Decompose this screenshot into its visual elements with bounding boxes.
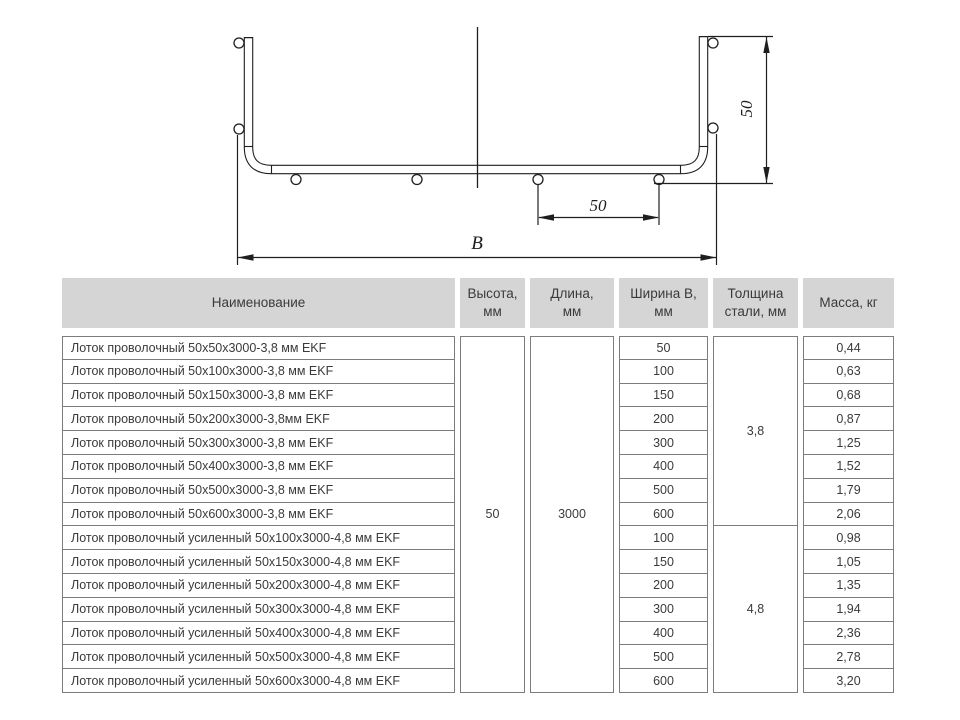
header-line: мм — [562, 304, 582, 319]
mass-cell: 0,44 — [803, 336, 894, 360]
header-line: стали, мм — [724, 304, 787, 319]
tray-profile — [244, 36, 708, 174]
header-line: Ширина В, — [630, 286, 697, 302]
pitch-dim-label: 50 — [589, 196, 607, 215]
mass-cell: 0,98 — [803, 526, 894, 550]
width-dim-label: B — [471, 233, 483, 254]
mass-cell: 1,79 — [803, 479, 894, 503]
header-line: Длина, — [550, 286, 594, 302]
product-name-cell: Лоток проволочный 50х300х3000-3,8 мм EKF — [62, 431, 455, 455]
product-name-cell: Лоток проволочный усиленный 50х300х3000-4,8 мм EKF — [62, 598, 455, 622]
arrowhead-right — [643, 214, 659, 220]
wire-cross-sections — [234, 38, 718, 185]
mass-cell: 2,06 — [803, 503, 894, 527]
product-name-cell: Лоток проволочный 50х50х3000-3,8 мм EKF — [62, 336, 455, 360]
thickness-merged-cell-38: 3,8 — [713, 336, 798, 526]
wire-circle-left-bottom — [234, 124, 244, 134]
mass-cell: 1,94 — [803, 598, 894, 622]
mass-cell: 1,35 — [803, 574, 894, 598]
wire-tray-drawing — [0, 0, 960, 272]
mass-cell: 2,36 — [803, 622, 894, 646]
mass-cell: 1,52 — [803, 455, 894, 479]
header-line: Масса, кг — [819, 295, 878, 311]
header-line: мм — [483, 304, 502, 319]
product-name-cell: Лоток проволочный 50х400х3000-3,8 мм EKF — [62, 455, 455, 479]
header-line: мм — [654, 304, 673, 319]
width-cell: 100 — [619, 526, 708, 550]
width-cell: 300 — [619, 431, 708, 455]
wire-circle-base-2 — [412, 175, 422, 185]
spec-table — [62, 278, 894, 693]
wire-circle-base-3 — [533, 175, 543, 185]
product-name-cell: Лоток проволочный 50х150х3000-3,8 мм EKF — [62, 384, 455, 408]
header-line: Толщина — [727, 286, 784, 302]
col-header-height — [460, 278, 525, 328]
header-line: Высота, — [467, 286, 518, 302]
col-header-width — [619, 278, 708, 328]
width-cell: 600 — [619, 503, 708, 527]
width-cell: 50 — [619, 336, 708, 360]
height-merged-cell: 50 — [460, 336, 525, 693]
width-cell: 200 — [619, 407, 708, 431]
width-cell: 600 — [619, 669, 708, 693]
header-line: Наименование — [211, 295, 306, 311]
mass-cell: 3,20 — [803, 669, 894, 693]
width-cell: 400 — [619, 622, 708, 646]
col-header-mass — [803, 278, 894, 328]
height-dim-label: 50 — [737, 100, 756, 118]
width-cell: 150 — [619, 550, 708, 574]
product-name-cell: Лоток проволочный 50х600х3000-3,8 мм EKF — [62, 503, 455, 527]
col-header-thickness — [713, 278, 798, 328]
mass-cell: 2,78 — [803, 645, 894, 669]
mass-cell: 1,25 — [803, 431, 894, 455]
width-cell: 300 — [619, 598, 708, 622]
width-cell: 100 — [619, 360, 708, 384]
width-cell: 150 — [619, 384, 708, 408]
mass-cell: 1,05 — [803, 550, 894, 574]
col-header-length — [530, 278, 614, 328]
arrowhead-up — [763, 37, 769, 53]
wire-circle-left-top — [234, 38, 244, 48]
wire-circle-right-top — [708, 38, 718, 48]
product-name-cell: Лоток проволочный усиленный 50х100х3000-4,8 мм EKF — [62, 526, 455, 550]
width-cell: 500 — [619, 479, 708, 503]
width-cell: 200 — [619, 574, 708, 598]
product-name-cell: Лоток проволочный усиленный 50х150х3000-4,8 мм EKF — [62, 550, 455, 574]
mass-cell: 0,68 — [803, 384, 894, 408]
wire-circle-right-bottom — [708, 123, 718, 133]
col-header-name — [62, 278, 455, 328]
arrowhead-down — [763, 167, 769, 183]
wire-circle-base-1 — [291, 175, 301, 185]
product-name-cell: Лоток проволочный 50х200х3000-3,8мм EKF — [62, 407, 455, 431]
product-name-cell: Лоток проволочный усиленный 50х200х3000-4,8 мм EKF — [62, 574, 455, 598]
arrowhead-left — [538, 214, 554, 220]
product-name-cell: Лоток проволочный 50х100х3000-3,8 мм EKF — [62, 360, 455, 384]
mass-cell: 0,87 — [803, 407, 894, 431]
arrowhead-left — [238, 254, 254, 260]
length-merged-cell: 3000 — [530, 336, 614, 693]
width-cell: 400 — [619, 455, 708, 479]
mass-cell: 0,63 — [803, 360, 894, 384]
product-name-cell: Лоток проволочный 50х500х3000-3,8 мм EKF — [62, 479, 455, 503]
width-cell: 500 — [619, 645, 708, 669]
product-name-cell: Лоток проволочный усиленный 50х500х3000-4,8 мм EKF — [62, 645, 455, 669]
product-name-cell: Лоток проволочный усиленный 50х600х3000-4,8 мм EKF — [62, 669, 455, 693]
thickness-merged-cell-48: 4,8 — [713, 526, 798, 693]
product-name-cell: Лоток проволочный усиленный 50х400х3000-4,8 мм EKF — [62, 622, 455, 646]
arrowhead-right — [701, 254, 717, 260]
